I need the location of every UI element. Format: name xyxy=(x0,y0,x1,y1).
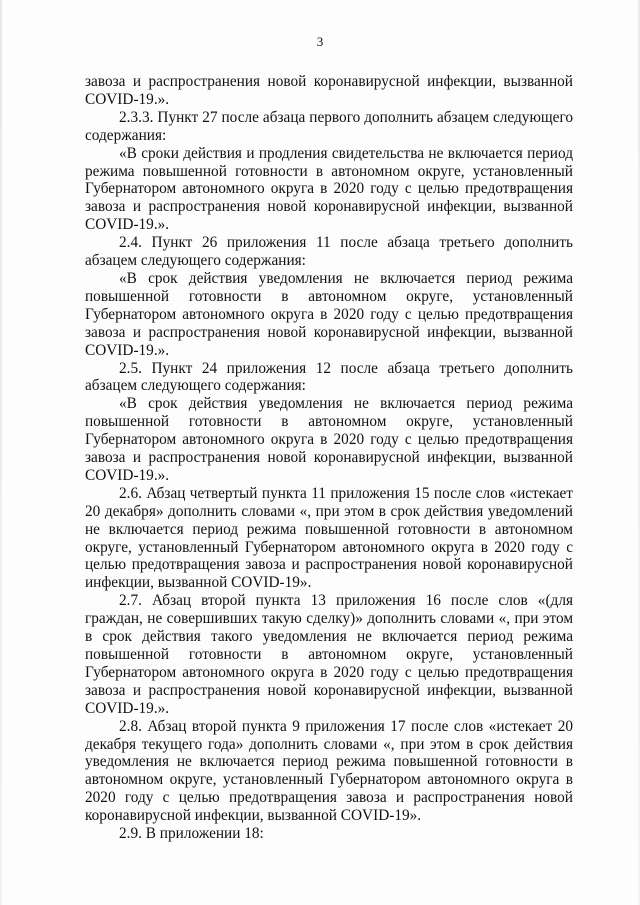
paragraph-item-2-8: 2.8. Абзац второй пункта 9 приложения 17 после слов «истекает 20 декабря текущего года» дополнить словами «, при этом в срок действия уведомления не включается период режима повышенной готовности в автономном округе, установленный Губернатором автономного округа в 2020 году с целью предотвращения завоза и распространения новой коронавирусной инфекции, вызванной COVID-19». xyxy=(85,717,573,825)
paragraph-item-2-6: 2.6. Абзац четвертый пункта 11 приложения 15 после слов «истекает 20 декабря» дополнить словами «, при этом в срок действия уведомлений не включается период режима повышенной готовности в автономном округе, установленный Губернатором автономного округа в 2020 году с целью предотвращения завоза и распространения новой коронавирусной инфекции, вызванной COVID-19». xyxy=(85,484,573,592)
paragraph-quote-notice-11: «В срок действия уведомления не включается период режима повышенной готовности в автономном округе, установленный Губернатором автономного округа в 2020 году с целью предотвращения завоза и распространения новой коронавирусной инфекции, вызванной COVID-19.». xyxy=(85,269,573,359)
scan-edge-left xyxy=(0,0,2,905)
page-number: 3 xyxy=(316,34,324,49)
paragraph-item-2-7: 2.7. Абзац второй пункта 13 приложения 16 после слов «(для граждан, не совершивших такую сделку)» дополнить словами «, при этом в срок действия такого уведомления не включается период режима повышенной готовности в автономном округе, установленный Губернатором автономного округа в 2020 году с целью предотвращения завоза и распространения новой коронавирусной инфекции, вызванной COVID-19.». xyxy=(85,592,573,717)
paragraph-item-2-4: 2.4. Пункт 26 приложения 11 после абзаца третьего дополнить абзацем следующего содержания: xyxy=(85,234,573,270)
paragraph-item-2-3-3: 2.3.3. Пункт 27 после абзаца первого дополнить абзацем следующего содержания: xyxy=(85,108,573,144)
paragraph-quote-certificate: «В сроки действия и продления свидетельства не включается период режима повышенной готовности в автономном округе, установленный Губернатором автономного округа в 2020 году с целью предотвращения завоза и распространения новой коронавирусной инфекции, вызванной COVID-19.». xyxy=(85,144,573,234)
paragraph-quote-notice-12: «В срок действия уведомления не включается период режима повышенной готовности в автономном округе, установленный Губернатором автономного округа в 2020 году с целью предотвращения завоза и распространения новой коронавирусной инфекции, вызванной COVID-19.». xyxy=(85,395,573,484)
paragraph-item-2-9: 2.9. В приложении 18: xyxy=(119,825,264,843)
paragraph-item-2-5: 2.5. Пункт 24 приложения 12 после абзаца третьего дополнить абзацем следующего содержания: xyxy=(85,359,573,395)
paragraph-continuation: завоза и распространения новой коронавирусной инфекции, вызванной COVID-19.». xyxy=(85,73,573,108)
document-body xyxy=(85,73,573,843)
